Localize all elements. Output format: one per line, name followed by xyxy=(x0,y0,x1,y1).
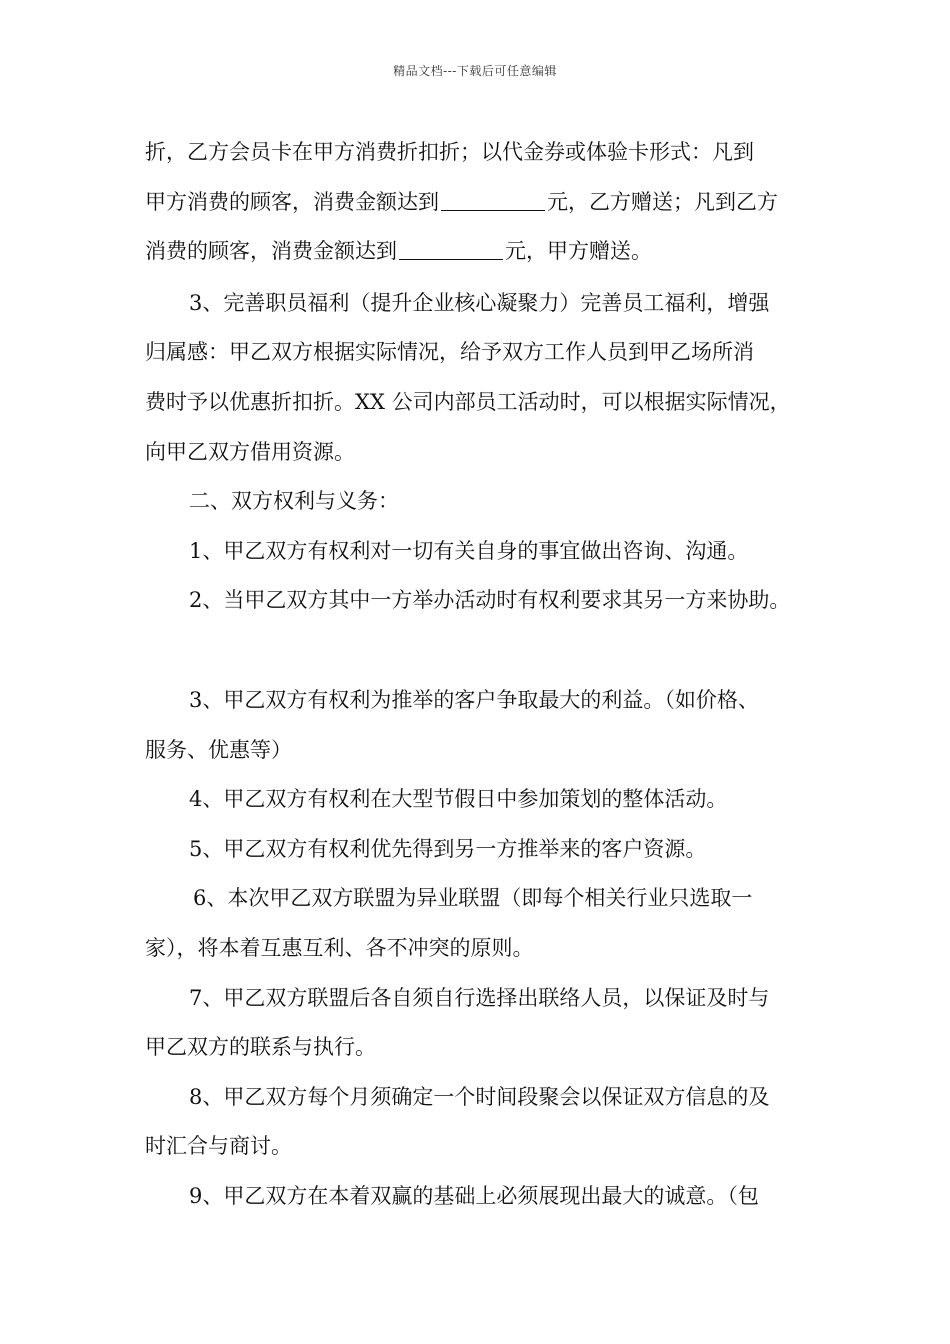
p2-line1: 3、完善职员福利（提升企业核心凝聚力）完善员工福利，增强 xyxy=(189,290,770,315)
item3-line2: 服务、优惠等） xyxy=(145,737,292,762)
item8-line1: 8、甲乙双方每个月须确定一个时间段聚会以保证双方信息的及 xyxy=(189,1084,770,1109)
blank-line xyxy=(145,626,815,676)
amount-blank-2 xyxy=(399,239,503,260)
item8-line2: 时汇合与商讨。 xyxy=(145,1134,292,1159)
p1-line1: 折，乙方会员卡在甲方消费折扣折；以代金券或体验卡形式：凡到 xyxy=(145,140,754,164)
item4: 4、甲乙双方有权利在大型节假日中参加策划的整体活动。 xyxy=(189,787,728,812)
amount-blank-1 xyxy=(441,190,545,211)
item6-line2: 家），将本着互惠互利、各不冲突的原则。 xyxy=(145,935,534,960)
item3-line1: 3、甲乙双方有权利为推举的客户争取最大的利益。（如价格、 xyxy=(189,687,759,712)
p1-line3 xyxy=(145,227,815,277)
p1-line2-text-a: 甲方消费的顾客，消费金额达到 xyxy=(145,189,439,214)
item9-line1: 9、甲乙双方在本着双赢的基础上必须展现出最大的诚意。（包 xyxy=(189,1183,759,1208)
item7-line2: 甲乙双方的联系与执行。 xyxy=(145,1035,376,1060)
p1-line2 xyxy=(145,178,815,228)
item1: 1、甲乙双方有权利对一切有关自身的事宜做出咨询、沟通。 xyxy=(189,538,749,563)
item7-line1: 7、甲乙双方联盟后各自须自行选择出联络人员，以保证及时与 xyxy=(189,985,770,1010)
p1-line3-text-a: 消费的顾客，消费金额达到 xyxy=(145,239,397,264)
item5: 5、甲乙双方有权利优先得到另一方推举来的客户资源。 xyxy=(189,836,707,861)
item2: 2、当甲乙双方其中一方举办活动时有权利要求其另一方来协助。 xyxy=(189,588,791,613)
p1-line2-text-b: 元，乙方赠送；凡到乙方 xyxy=(547,189,778,214)
page-header: 精品文档---下载后可任意编辑 xyxy=(393,64,557,78)
p2-line3: 费时予以优惠折扣折。XX 公司内部员工活动时，可以根据实际情况， xyxy=(145,389,791,414)
document-body xyxy=(145,128,815,1221)
p1-line3-text-b: 元，甲方赠送。 xyxy=(505,239,652,264)
p2-line2: 归属感：甲乙双方根据实际情况，给予双方工作人员到甲乙场所消 xyxy=(145,340,754,365)
item6-line1: 6、本次甲乙双方联盟为异业联盟（即每个相关行业只选取一 xyxy=(193,886,753,911)
section2-title: 二、双方权利与义务： xyxy=(189,489,399,514)
p2-line4: 向甲乙双方借用资源。 xyxy=(145,439,355,464)
